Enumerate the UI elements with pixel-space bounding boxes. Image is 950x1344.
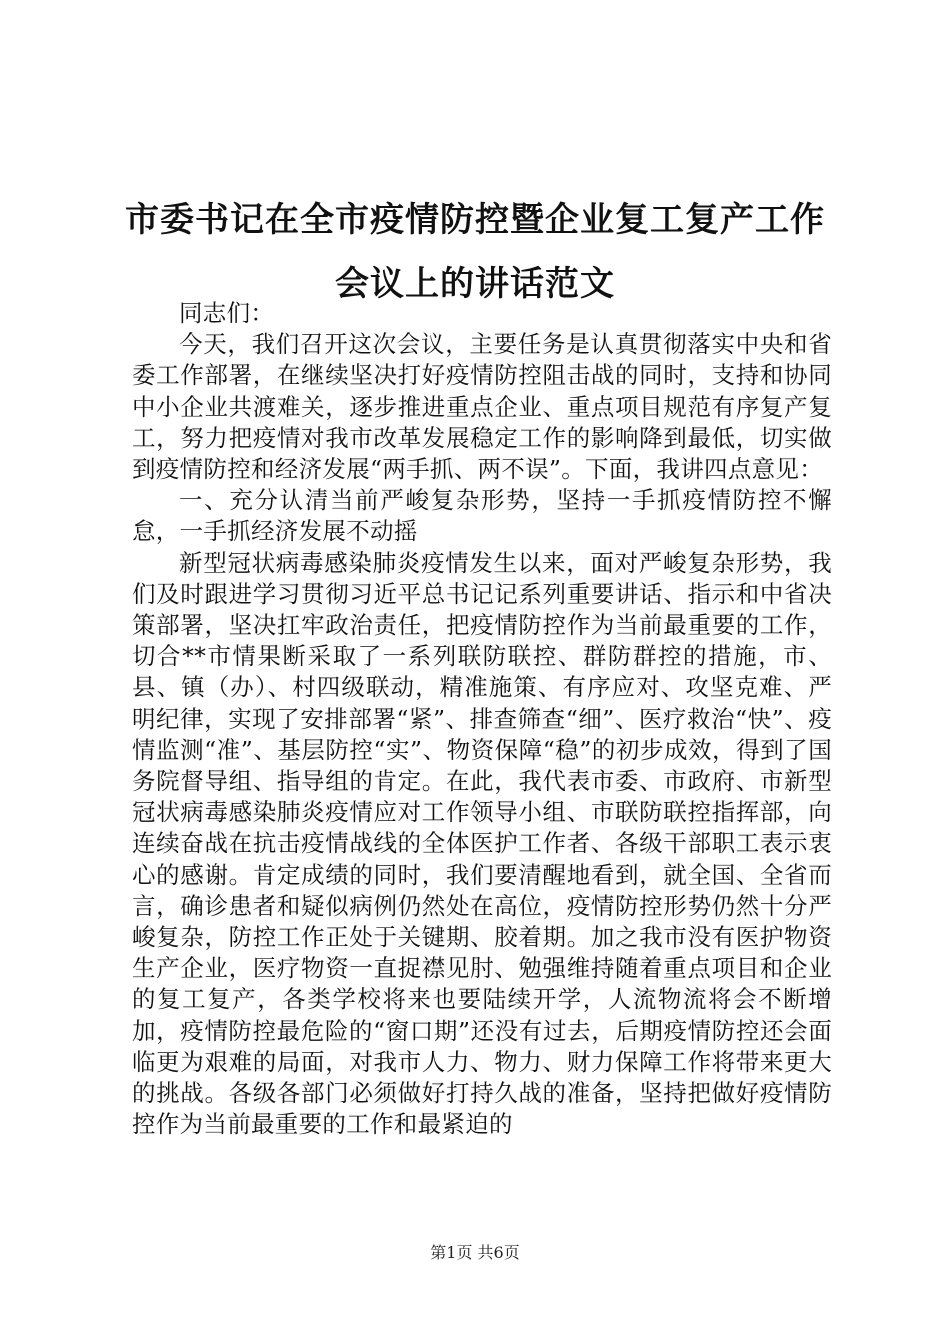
body-paragraph: 新型冠状病毒感染肺炎疫情发生以来，面对严峻复杂形势，我们及时跟进学习贯彻习近平总书记记系列重要讲话、指示和中省决策部署，坚决扛牢政治责任，把疫情防控作为当前最重要的工作，切合**市情果断采取了一系列联防联控、群防群控的措施，市、县、镇（办）、村四级联动，精准施策、有序应对、攻坚克难、严明纪律，实现了安排部署“紧”、排查筛查“细”、医疗救治“快”、疫情监测“准”、基层防控“实”、物资保障“稳”的初步成效，得到了国务院督导组、指导组的肯定。在此，我代表市委、市政府、市新型冠状病毒感染肺炎疫情应对工作领导小组、市联防联控指挥部，向连续奋战在抗击疫情战线的全体医护工作者、各级干部职工表示衷心的感谢。肯定成绩的同时，我们要清醒地看到，就全国、全省而言，确诊患者和疑似病例仍然处在高位，疫情防控形势仍然十分严峻复杂，防控工作正处于关键期、胶着期。加之我市没有医护物资生产企业，医疗物资一直捉襟见肘、勉强维持随着重点项目和企业的复工复产，各类学校将来也要陆续开学，人流物流将会不断增加，疫情防控最危险的“窗口期”还没有过去，后期疫情防控还会面临更为艰难的局面，对我市人力、物力、财力保障工作将带来更大的挑战。各级各部门必须做好打持久战的准备，坚持把做好疫情防控作为当前最重要的工作和最紧迫的 — [132, 548, 832, 1139]
intro-paragraph: 今天，我们召开这次会议，主要任务是认真贯彻落实中央和省委工作部署，在继续坚决打好疫情防控阻击战的同时，支持和协同中小企业共渡难关，逐步推进重点企业、重点项目规范有序复产复工，努力把疫情对我市改革发展稳定工作的影响降到最低，切实做到疫情防控和经济发展“两手抓、两不误”。下面，我讲四点意见： — [132, 330, 832, 484]
page-number-footer: 第1页 共6页 — [430, 1243, 520, 1262]
salutation-paragraph: 同志们： — [179, 299, 275, 327]
document-body — [132, 298, 832, 1140]
section-heading-paragraph: 一、充分认清当前严峻复杂形势，坚持一手抓疫情防控不懈怠，一手抓经济发展不动摇 — [132, 486, 832, 546]
document-title: 市委书记在全市疫情防控暨企业复工复产工作会议上的讲话范文 — [125, 200, 825, 304]
